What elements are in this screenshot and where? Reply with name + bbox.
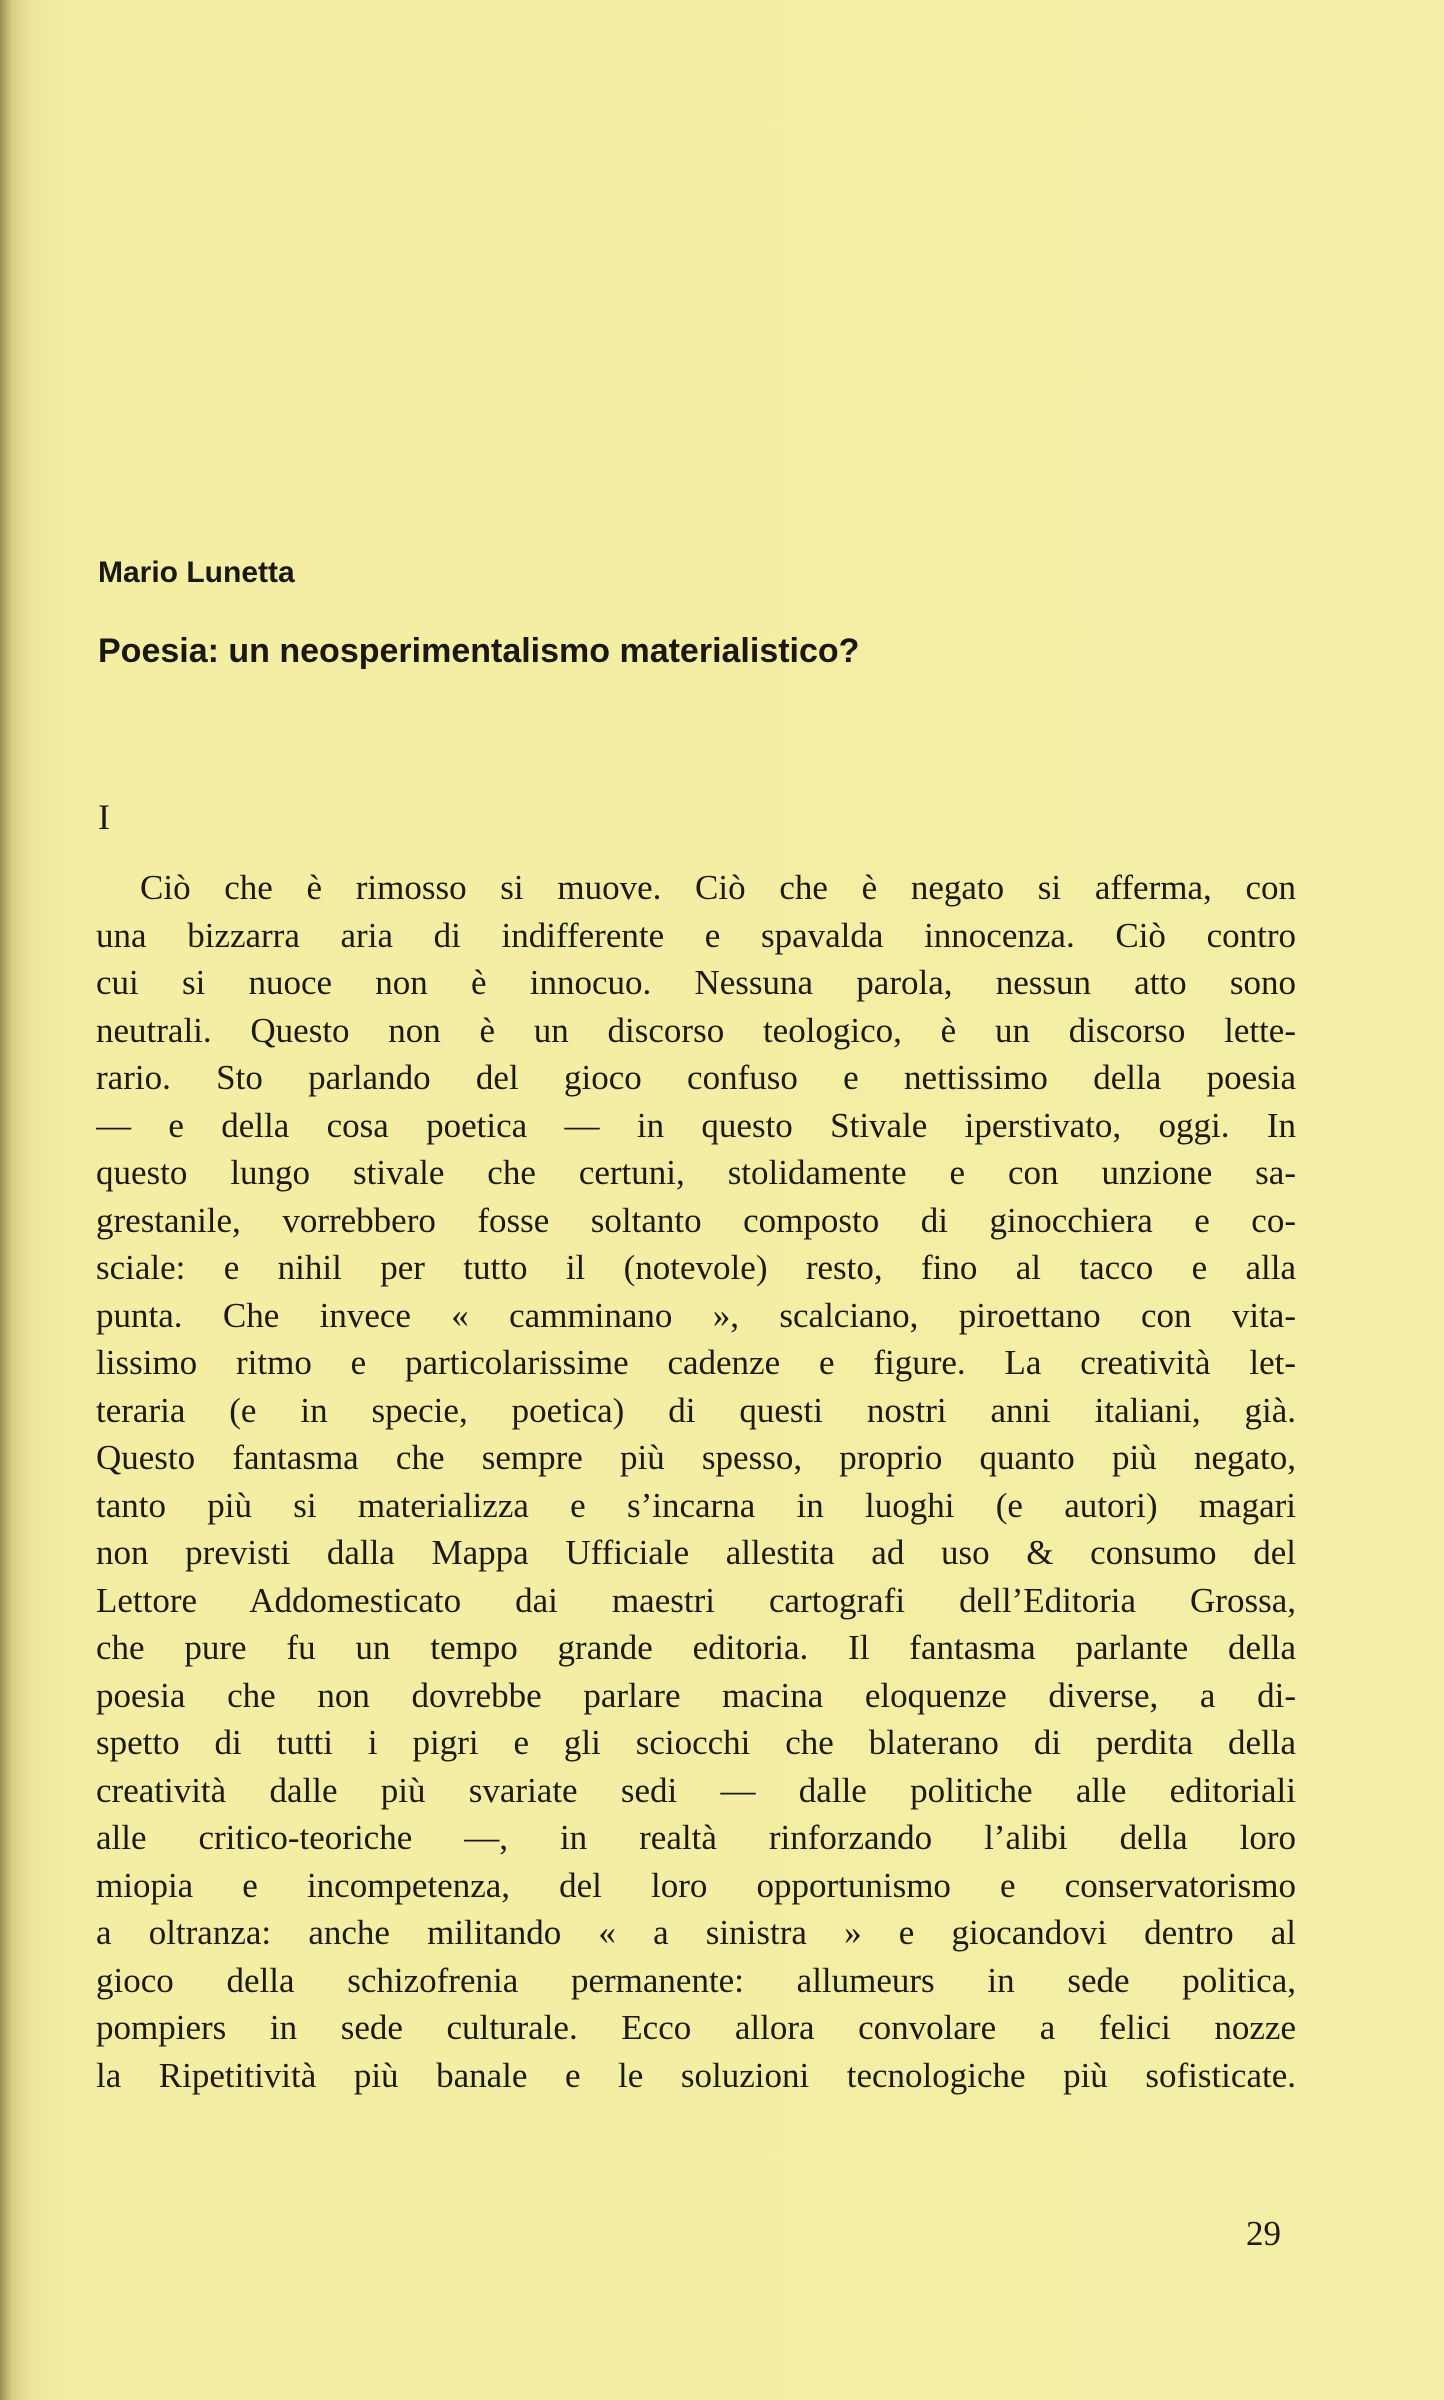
text-line: spetto di tutti i pigri e gli sciocchi che blaterano di perdita della [96, 1723, 1296, 1762]
text-line: pompiers in sede culturale. Ecco allora convolare a felici nozze [96, 2008, 1296, 2047]
text-line: neutrali. Questo non è un discorso teologico, è un discorso lette- [96, 1010, 1296, 1050]
text-line: la Ripetitività più banale e le soluzioni tecnologiche più sofisticate. [96, 2055, 1296, 2095]
author-name: Mario Lunetta [98, 556, 295, 589]
text-line: lissimo ritmo e particolarissime cadenze e figure. La creatività let- [96, 1343, 1296, 1382]
text-line: Ciò che è rimosso si muove. Ciò che è negato si afferma, con [140, 868, 1296, 907]
text-line: sciale: e nihil per tutto il (notevole) resto, fino al tacco e alla [96, 1248, 1296, 1287]
text-line: a oltranza: anche militando « a sinistra » e giocandovi dentro al [96, 1913, 1296, 1952]
text-line: grestanile, vorrebbero fosse soltanto composto di ginocchiera e co- [96, 1200, 1296, 1240]
page-number: 29 [1246, 2214, 1281, 2253]
text-line: che pure fu un tempo grande editoria. Il fantasma parlante della [96, 1628, 1296, 1667]
text-line: punta. Che invece « camminano », scalciano, piroettano con vita- [96, 1295, 1296, 1335]
text-line: questo lungo stivale che certuni, stolidamente e con unzione sa- [96, 1153, 1296, 1192]
section-numeral: I [98, 797, 110, 837]
text-line: cui si nuoce non è innocuo. Nessuna parola, nessun atto sono [96, 963, 1296, 1002]
body-text [96, 864, 1296, 2099]
text-line: creatività dalle più svariate sedi — dalle politiche alle editoriali [96, 1770, 1296, 1810]
text-line: alle critico-teoriche —, in realtà rinforzando l’alibi della loro [96, 1818, 1296, 1857]
text-line: tanto più si materializza e s’incarna in luoghi (e autori) magari [96, 1485, 1296, 1525]
text-line: — e della cosa poetica — in questo Stivale iperstivato, oggi. In [96, 1105, 1296, 1145]
text-line: Questo fantasma che sempre più spesso, proprio quanto più negato, [96, 1438, 1296, 1477]
text-line: poesia che non dovrebbe parlare macina eloquenze diverse, a di- [96, 1675, 1296, 1715]
text-line: Lettore Addomesticato dai maestri cartografi dell’Editoria Grossa, [96, 1580, 1296, 1620]
text-line: teraria (e in specie, poetica) di questi nostri anni italiani, già. [96, 1390, 1296, 1430]
text-line: non previsti dalla Mappa Ufficiale allestita ad uso & consumo del [96, 1533, 1296, 1572]
article-title: Poesia: un neosperimentalismo materialistico? [98, 632, 860, 670]
text-line: miopia e incompetenza, del loro opportunismo e conservatorismo [96, 1865, 1296, 1905]
text-line: gioco della schizofrenia permanente: allumeurs in sede politica, [96, 1960, 1296, 2000]
text-line: rario. Sto parlando del gioco confuso e nettissimo della poesia [96, 1058, 1296, 1097]
text-line: una bizzarra aria di indifferente e spavalda innocenza. Ciò contro [96, 915, 1296, 955]
